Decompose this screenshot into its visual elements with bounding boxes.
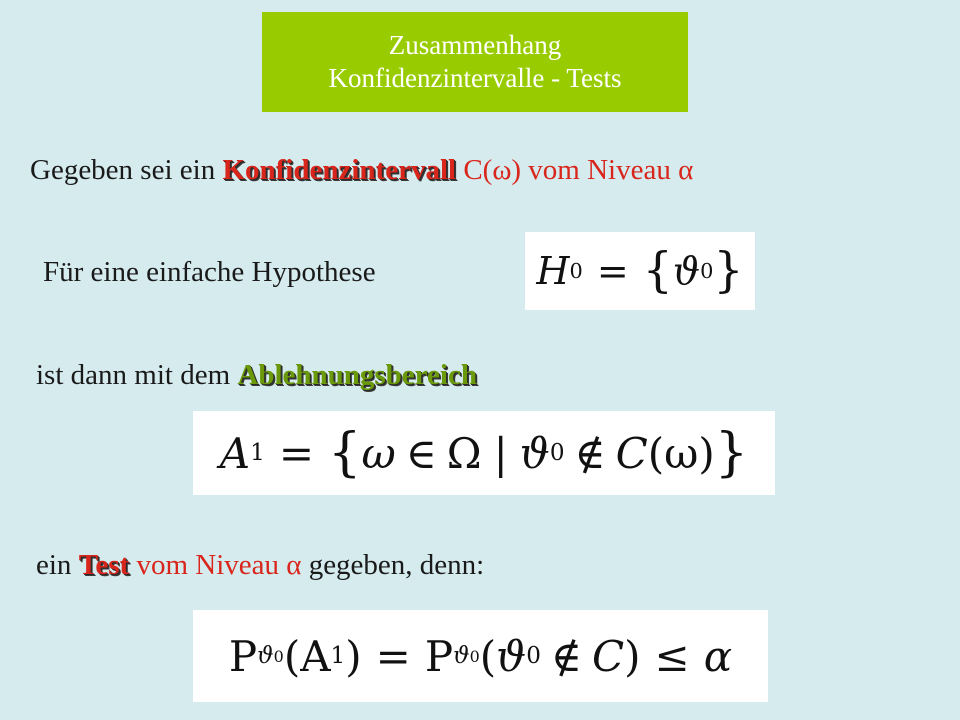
p-leq: ≤ (654, 631, 690, 681)
a1-bar: | (493, 428, 508, 478)
a1-in: ∈ (405, 428, 437, 478)
h0-lbrace: { (642, 243, 673, 298)
statement-line-1 (30, 153, 693, 187)
line4-prefix: ein (36, 549, 79, 581)
p1-arg-close: ) (345, 631, 362, 681)
p2-open: ( (479, 631, 497, 681)
p1: P (228, 631, 258, 681)
p1-arg: (A (283, 631, 331, 681)
h0-rbrace: } (713, 243, 744, 298)
statement-line-2 (43, 255, 376, 289)
formula-h0 (525, 232, 755, 310)
h0-var-sub: 0 (700, 259, 714, 283)
p2-close: ) (624, 631, 641, 681)
keyword-konfidenzintervall: Konfidenzintervall (222, 154, 457, 186)
line3-prefix: ist dann mit dem (36, 359, 238, 391)
a1-var-sub: 0 (549, 440, 565, 466)
formula-probability (193, 610, 768, 702)
a1-lhs: A (219, 428, 251, 478)
a1-rbrace: } (714, 422, 749, 483)
p2-sub: ϑ (453, 643, 470, 669)
h0-lhs: H (536, 249, 570, 293)
p-C: C (592, 631, 625, 681)
statement-line-3 (36, 358, 477, 392)
formula-a1 (193, 411, 775, 495)
h0-equals: = (596, 249, 629, 293)
h0-var: ϑ (672, 249, 701, 293)
a1-omega: ω (361, 428, 396, 478)
p-alpha: α (703, 631, 733, 681)
p2-var: ϑ (496, 631, 527, 681)
line4-suffix: gegeben, denn: (301, 549, 485, 581)
p1-arg-sub: 1 (330, 643, 346, 669)
p2-var-sub: 0 (526, 643, 541, 669)
title-line-2: Konfidenzintervalle - Tests (328, 63, 622, 93)
p2-subsub: 0 (469, 646, 480, 666)
h0-lhs-sub: 0 (569, 259, 583, 283)
line1-prefix: Gegeben sei ein (30, 154, 223, 186)
p2: P (424, 631, 454, 681)
line4-middle: vom Niveau α (129, 549, 302, 581)
a1-lhs-sub: 1 (250, 440, 265, 466)
p-notin: ∉ (550, 631, 582, 681)
slide-title (262, 12, 688, 112)
p1-subsub: 0 (273, 646, 284, 666)
a1-arg: (ω) (647, 428, 715, 478)
p1-sub: ϑ (257, 643, 274, 669)
a1-C: C (615, 428, 648, 478)
statement-line-4 (36, 548, 484, 582)
p-equals: = (375, 631, 411, 681)
line1-suffix: C(ω) vom Niveau α (456, 154, 694, 186)
title-line-1: Zusammenhang (388, 30, 562, 60)
line2-text: Für eine einfache Hypothese (43, 256, 376, 288)
a1-equals: = (278, 428, 315, 478)
keyword-test: Test (78, 549, 130, 581)
a1-notin: ∉ (574, 428, 606, 478)
a1-var: ϑ (519, 428, 550, 478)
a1-Omega: Ω (446, 428, 482, 478)
a1-lbrace: { (328, 422, 362, 483)
keyword-ablehnungsbereich: Ablehnungsbereich (237, 359, 477, 391)
